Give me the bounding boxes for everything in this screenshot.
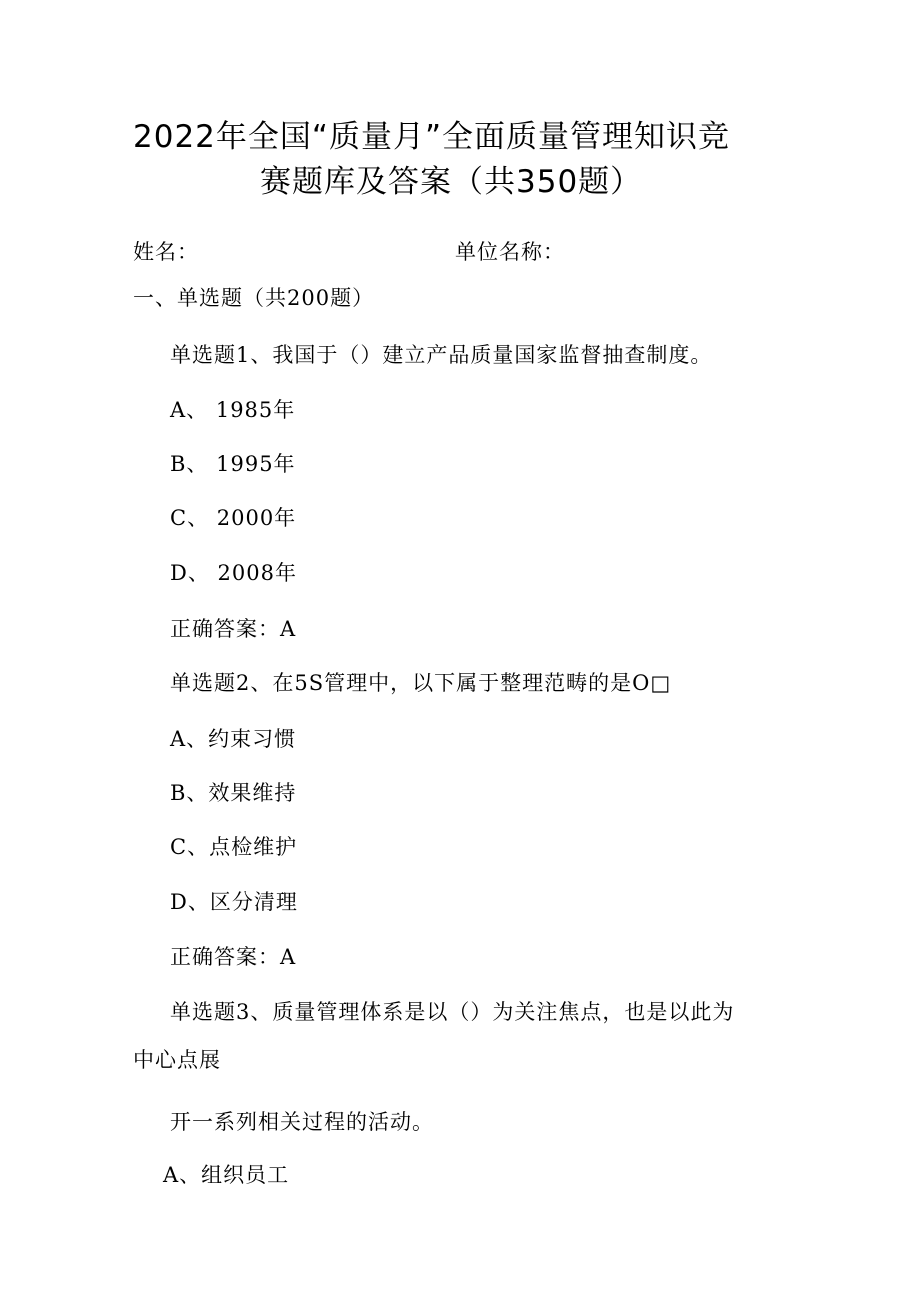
question-3-stem-continued: 中心点展 xyxy=(133,1048,221,1072)
question-2-option-c: C、点检维护 xyxy=(170,835,298,859)
question-2-stem: 单选题2、在5S管理中，以下属于整理范畴的是O□ xyxy=(170,671,672,695)
question-3-stem: 单选题3、质量管理体系是以（）为关注焦点，也是以此为 xyxy=(170,1000,735,1024)
section-heading: 一、单选题（共200题） xyxy=(133,286,375,310)
name-label: 姓名： xyxy=(133,240,199,264)
question-1-option-b: B、 1995年 xyxy=(170,452,296,476)
question-2-answer: 正确答案：A xyxy=(170,945,297,969)
question-2-option-b: B、效果维持 xyxy=(170,781,297,805)
question-1-option-a: A、 1985年 xyxy=(170,398,296,422)
unit-name-label: 单位名称： xyxy=(455,240,565,264)
question-1-option-c: C、 2000年 xyxy=(170,506,297,530)
question-1-option-d: D、 2008年 xyxy=(170,561,297,585)
question-3-option-a: A、组织员工 xyxy=(163,1163,290,1187)
question-2-option-a: A、约束习惯 xyxy=(170,727,297,751)
title-line-1: 2022年全国“质量月”全面质量管理知识竞 xyxy=(133,119,731,155)
question-1-answer: 正确答案：A xyxy=(170,617,297,641)
question-1-stem: 单选题1、我国于（）建立产品质量国家监督抽查制度。 xyxy=(170,343,713,367)
question-3-stem-continued-2: 开一系列相关过程的活动。 xyxy=(170,1110,434,1134)
question-2-option-d: D、区分清理 xyxy=(170,890,298,914)
title-line-2: 赛题库及答案（共350题） xyxy=(260,164,643,200)
